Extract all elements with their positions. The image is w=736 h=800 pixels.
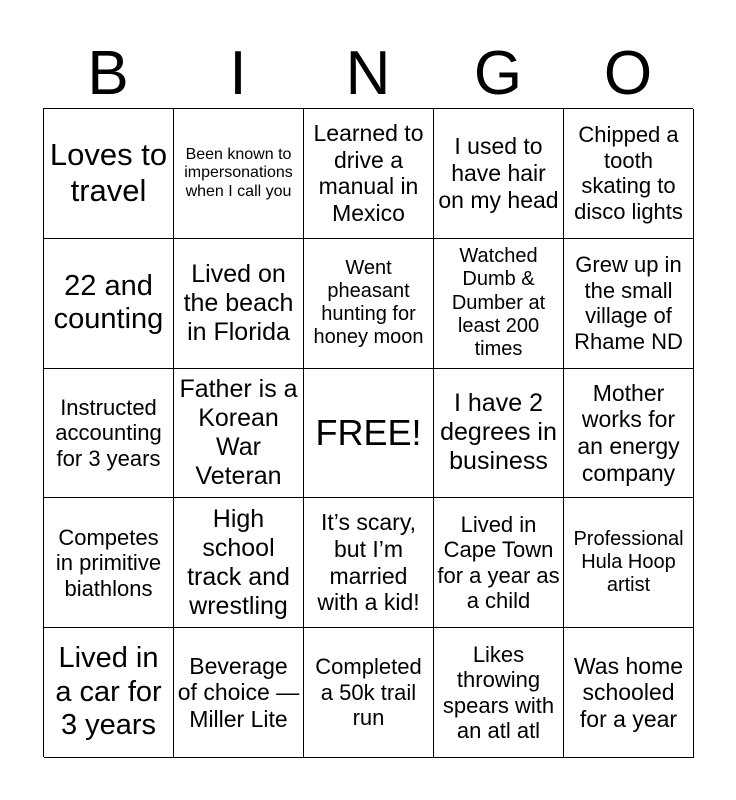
bingo-cell[interactable]: Mother works for an energy company <box>564 369 694 499</box>
header-letter-n: N <box>345 39 391 108</box>
bingo-cell[interactable]: Lived in Cape Town for a year as a child <box>434 498 564 628</box>
bingo-cell[interactable]: Likes throwing spears with an atl atl <box>434 628 564 758</box>
header-letter-g: G <box>473 39 523 108</box>
free-space[interactable]: FREE! <box>304 369 434 499</box>
bingo-cell[interactable]: Beverage of choice —Miller Lite <box>174 628 304 758</box>
bingo-cell[interactable]: High school track and wrestling <box>174 498 304 628</box>
header-letter-o: O <box>603 39 653 108</box>
bingo-header <box>43 40 693 108</box>
bingo-cell[interactable]: I have 2 degrees in business <box>434 369 564 499</box>
bingo-cell[interactable]: Chipped a tooth skating to disco lights <box>564 109 694 239</box>
bingo-cell[interactable]: Competes in primitive biathlons <box>44 498 174 628</box>
bingo-cell[interactable]: Went pheasant hunting for honey moon <box>304 239 434 369</box>
header-letter-i: I <box>229 39 247 108</box>
bingo-cell[interactable]: Lived on the beach in Florida <box>174 239 304 369</box>
bingo-cell[interactable]: Was home schooled for a year <box>564 628 694 758</box>
bingo-cell[interactable]: Watched Dumb & Dumber at least 200 times <box>434 239 564 369</box>
bingo-board <box>43 108 693 757</box>
bingo-cell[interactable]: Loves to travel <box>44 109 174 239</box>
bingo-cell[interactable]: Completed a 50k trail run <box>304 628 434 758</box>
bingo-cell[interactable]: Instructed accounting for 3 years <box>44 369 174 499</box>
bingo-cell[interactable]: Lived in a car for 3 years <box>44 628 174 758</box>
header-letter-b: B <box>87 39 129 108</box>
bingo-cell[interactable]: 22 and counting <box>44 239 174 369</box>
bingo-cell[interactable]: Learned to drive a manual in Mexico <box>304 109 434 239</box>
bingo-cell[interactable]: It’s scary, but I’m married with a kid! <box>304 498 434 628</box>
bingo-cell[interactable]: Grew up in the small village of Rhame ND <box>564 239 694 369</box>
bingo-cell[interactable]: I used to have hair on my head <box>434 109 564 239</box>
bingo-cell[interactable]: Professional Hula Hoop artist <box>564 498 694 628</box>
bingo-cell[interactable]: Father is a Korean War Veteran <box>174 369 304 499</box>
bingo-cell[interactable]: Been known to impersonations when I call you <box>174 109 304 239</box>
